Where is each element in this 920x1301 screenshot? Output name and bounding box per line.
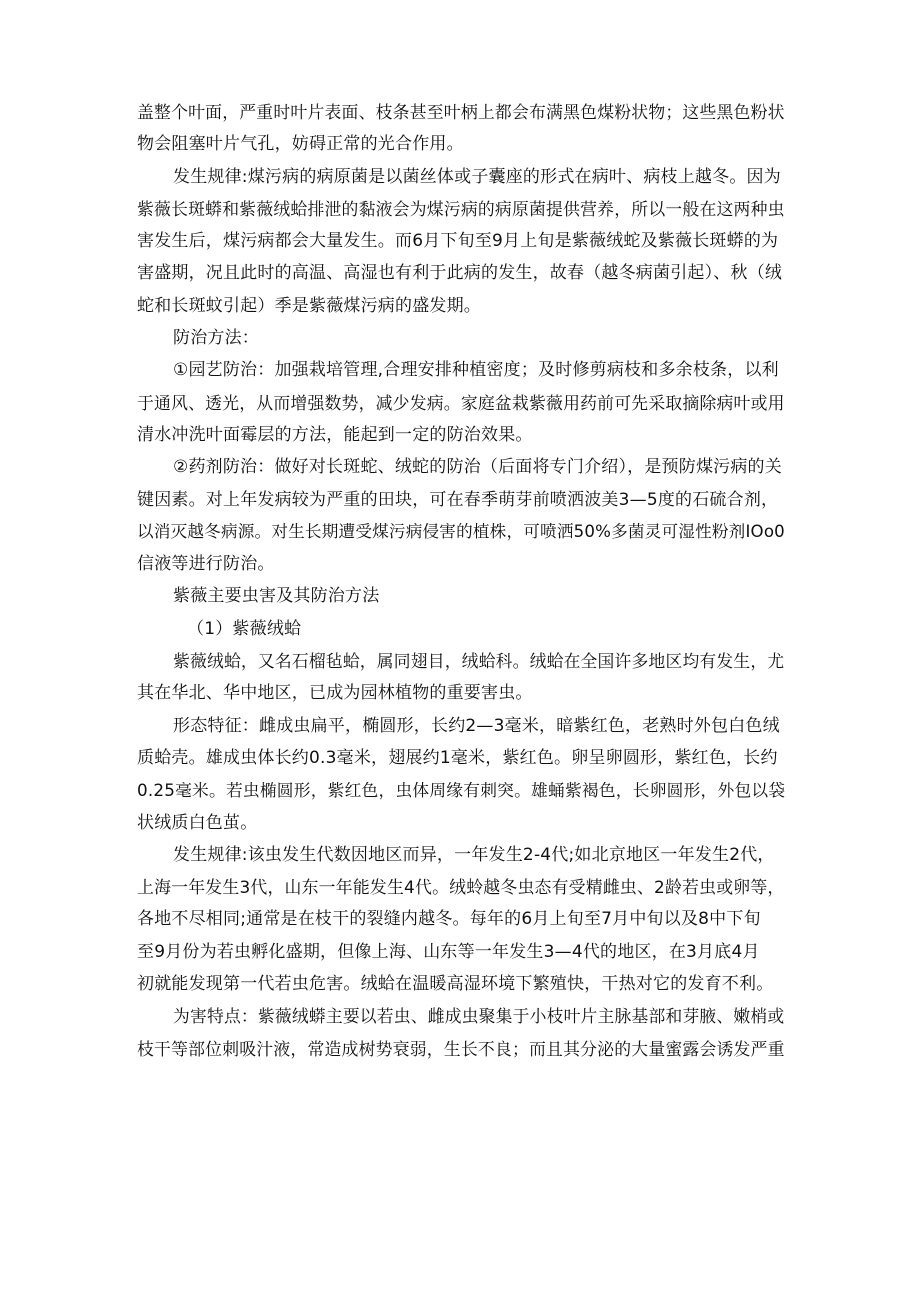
text-line: 键因素。对上年发病较为严重的田块，可在春季萌芽前喷洒波美3—5度的石硫合剂， — [137, 489, 779, 510]
text-line: ①园艺防治：加强栽培管理,合理安排种植密度；及时修剪病枝和多余枝条，以利 — [173, 360, 779, 381]
text-line: （1）紫薇绒蛤 — [187, 618, 302, 639]
text-line: 物会阻塞叶片气孔，妨碍正常的光合作用。 — [137, 134, 464, 155]
text-line: 紫薇主要虫害及其防治方法 — [173, 586, 380, 607]
text-line: 0.25毫米。若虫椭圆形，紫红色，虫体周缘有刺突。雄蛹紫褐色，长卵圆形，外包以袋 — [137, 780, 786, 801]
text-line: 上海一年发生3代，山东一年能发生4代。绒蛉越冬虫态有受精雌虫、2龄若虫或卵等， — [137, 877, 785, 898]
text-line: 蛇和长斑蚊引起）季是紫薇煤污病的盛发期。 — [137, 295, 481, 316]
text-line: 初就能发现第一代若虫危害。绒蛤在温暖高湿环境下繁殖快，干热对它的发育不利。 — [137, 974, 774, 995]
text-line: 防治方法： — [173, 328, 259, 349]
text-line: 害盛期，况且此时的高温、高湿也有利于此病的发生，故春（越冬病菌引起）、秋（绒 — [137, 263, 783, 284]
text-line: 状绒质白色茧。 — [137, 812, 258, 833]
text-line: 质蛤壳。雄成虫体长约0.3毫米，翅展约1毫米，紫红色。卵呈卵圆形，紫红色，长约 — [137, 747, 778, 768]
text-line: 形态特征：雌成虫扁平，椭圆形，长约2—3毫米，暗紫红色，老熟时外包白色绒 — [173, 715, 780, 736]
text-line: 盖整个叶面，严重时叶片表面、枝条甚至叶柄上都会布满黑色煤粉状物；这些黑色粉状 — [137, 102, 785, 122]
text-line: 于通风、透光，从而增强数势，减少发病。家庭盆栽紫薇用药前可先采取摘除病叶或用 — [137, 392, 785, 413]
text-line: 其在华北、华中地区，已成为园林植物的重要害虫。 — [137, 683, 533, 704]
text-line: 信液等进行防治。 — [137, 554, 275, 575]
text-line: 各地不尽相同;通常是在枝干的裂缝内越冬。每年的6月上旬至7月中旬以及8中下旬 — [137, 909, 761, 930]
text-line: 清水冲洗叶面霉层的方法，能起到一定的防治效果。 — [137, 424, 533, 445]
text-line: 以消灭越冬病源。对生长期遭受煤污病侵害的植株，可喷洒50%多菌灵可湿性粉剂IOo0 — [137, 521, 785, 541]
text-line: 发生规律:该虫发生代数因地区而异，一年发生2-4代;如北京地区一年发生2代， — [173, 844, 775, 865]
document-body — [137, 96, 785, 1065]
text-line: 至9月份为若虫孵化盛期，但像上海、山东等一年发生3—4代的地区，在3月底4月 — [137, 941, 760, 962]
text-line: 紫薇长斑蟒和紫薇绒蛤排泄的黏液会为煤污病的病原菌提供营养，所以一般在这两种虫 — [137, 198, 785, 219]
text-line: 发生规律:煤污病的病原菌是以菌丝体或子囊座的形式在病叶、病枝上越冬。因为 — [173, 166, 781, 187]
text-line: 枝干等部位刺吸汁液，常造成树势衰弱，生长不良；而且其分泌的大量蜜露会诱发严重 — [137, 1038, 785, 1059]
text-line: 害发生后，煤污病都会大量发生。而6月下旬至9月上旬是紫薇绒蛇及紫薇长斑蟒的为 — [137, 231, 779, 252]
text-line: ②药剂防治：做好对长斑蛇、绒蛇的防治（后面将专门介绍），是预防煤污病的关 — [173, 457, 782, 478]
text-line: 紫薇绒蛤，又名石榴毡蛤，属同翅目，绒蛤科。绒蛤在全国许多地区均有发生，尤 — [173, 651, 785, 672]
text-line: 为害特点：紫薇绒蟒主要以若虫、雌成虫聚集于小枝叶片主脉基部和芽腋、嫩梢或 — [173, 1006, 785, 1027]
